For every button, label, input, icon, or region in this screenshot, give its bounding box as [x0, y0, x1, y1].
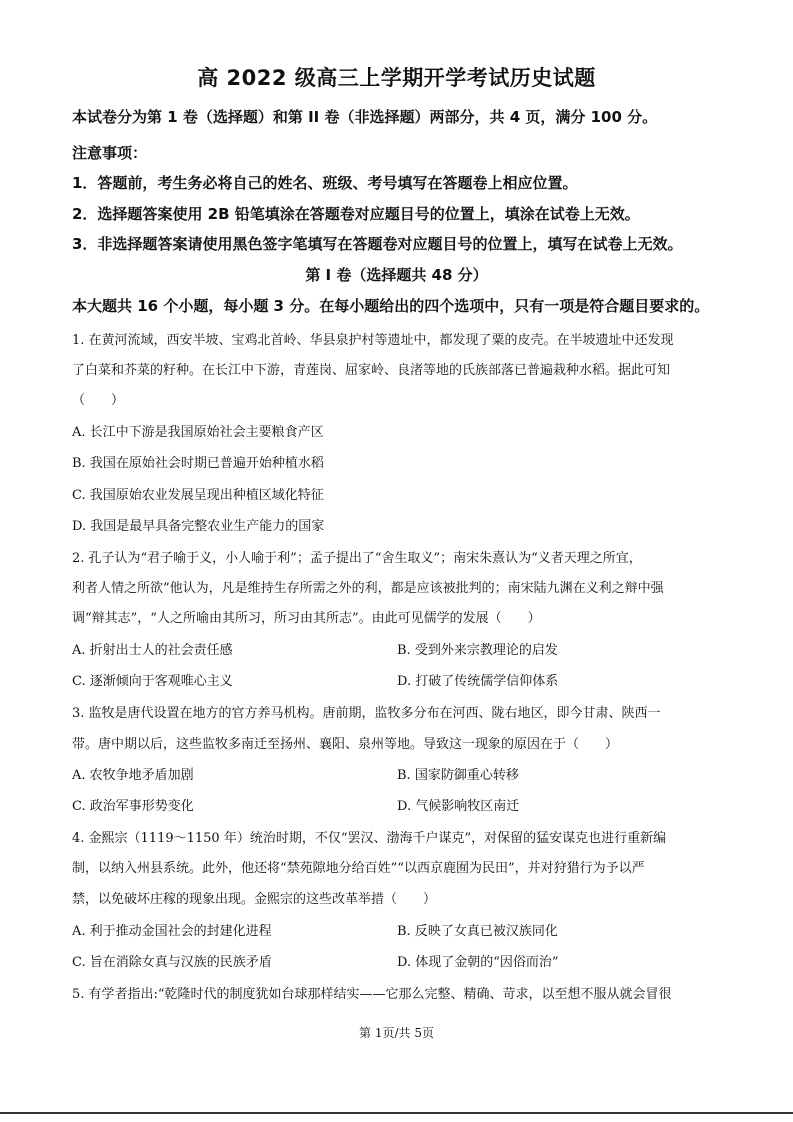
note-item: 2．选择题答案使用 2B 铅笔填涂在答题卷对应题目号的位置上，填涂在试卷上无效。: [72, 205, 640, 223]
section-instruction: 本大题共 16 个小题，每小题 3 分。在每小题给出的四个选项中，只有一项是符合题目要求的。: [72, 297, 710, 315]
note-item: 1．答题前，考生务必将自己的姓名、班级、考号填写在答题卷上相应位置。: [72, 174, 578, 192]
question-4-text: 制，以纳入州县系统。此外，他还将“禁苑隙地分给百姓”“以西京鹿囿为民田”，并对狩猎行为予以严: [72, 861, 645, 876]
question-4-text: 4. 金熙宗（1119～1150 年）统治时期，不仅“罢汉、渤海千户谋克”，对保留的猛安谋克也进行重新编: [72, 831, 667, 846]
question-2-text: 调“辩其志”，“人之所喻由其所习，所习由其所志”。由此可见儒学的发展（ ）: [72, 611, 541, 626]
question-3-text: 3. 监牧是唐代设置在地方的官方养马机构。唐前期，监牧多分布在河西、陇右地区，即今甘肃、陕西一: [72, 706, 661, 721]
page-title: 高 2022 级高三上学期开学考试历史试题: [197, 66, 596, 90]
question-2-text: 利者人情之所欲”他认为，凡是维持生存所需之外的利，都是应该被批判的；南宋陆九渊在义利之辩中强: [72, 581, 664, 596]
question-1-option-c: C. 我国原始农业发展呈现出种植区域化特征: [72, 488, 324, 503]
question-4-option-a: A. 利于推动金国社会的封建化进程: [72, 924, 272, 939]
question-1-option-d: D. 我国是最早具备完整农业生产能力的国家: [72, 519, 325, 534]
question-2-option-a: A. 折射出士人的社会责任感: [72, 643, 233, 658]
note-item: 3．非选择题答案请使用黑色签字笔填写在答题卷对应题目号的位置上，填写在试卷上无效。: [72, 235, 683, 253]
question-5-text: 5. 有学者指出:“乾隆时代的制度犹如台球那样结实——它那么完整、精确、苛求，以至想不服从就会冒很: [72, 987, 672, 1002]
question-4-option-c: C. 旨在消除女真与汉族的民族矛盾: [72, 955, 272, 970]
question-1-option-a: A. 长江中下游是我国原始社会主要粮食产区: [72, 425, 324, 440]
question-3-option-c: C. 政治军事形势变化: [72, 799, 194, 814]
question-2-text: 2. 孔子认为“君子喻于义，小人喻于利”；孟子提出了“舍生取义”；南宋朱熹认为“义者天理之所宜，: [72, 551, 642, 566]
question-3-text: 带。唐中期以后，这些监牧多南迁至扬州、襄阳、泉州等地。导致这一现象的原因在于（ ）: [72, 737, 619, 752]
question-3-option-b: B. 国家防御重心转移: [397, 768, 519, 783]
question-1-text: （ ）: [72, 393, 125, 408]
question-2-option-d: D. 打破了传统儒学信仰体系: [397, 674, 559, 689]
page-number: 第 1页/共 5页: [359, 1026, 434, 1040]
question-3-option-d: D. 气候影响牧区南迁: [397, 799, 520, 814]
notes-heading: 注意事项：: [72, 144, 148, 162]
question-2-option-c: C. 逐渐倾向于客观唯心主义: [72, 674, 233, 689]
question-4-option-b: B. 反映了女真已被汉族同化: [397, 924, 558, 939]
question-1-text: 了白菜和芥菜的籽种。在长江中下游，青莲岗、屈家岭、良渚等地的氏族部落已普遍栽种水稻。据此可知: [72, 363, 671, 378]
intro-text: 本试卷分为第 1 卷（选择题）和第 II 卷（非选择题）两部分，共 4 页，满分 100 分。: [72, 108, 658, 126]
question-1-text: 1. 在黄河流域，西安半坡、宝鸡北首岭、华县泉护村等遗址中，都发现了粟的皮壳。在半坡遗址中还发现: [72, 333, 674, 348]
question-4-text: 禁，以免破坏庄稼的现象出现。金熙宗的这些改革举措（ ）: [72, 892, 437, 907]
section-heading: 第 I 卷（选择题共 48 分）: [305, 266, 488, 284]
question-2-option-b: B. 受到外来宗教理论的启发: [397, 643, 558, 658]
question-3-option-a: A. 农牧争地矛盾加剧: [72, 768, 194, 783]
bottom-rule: [0, 1112, 793, 1114]
question-4-option-d: D. 体现了金朝的“因俗而治”: [397, 955, 559, 970]
question-1-option-b: B. 我国在原始社会时期已普遍开始种植水稻: [72, 456, 324, 471]
